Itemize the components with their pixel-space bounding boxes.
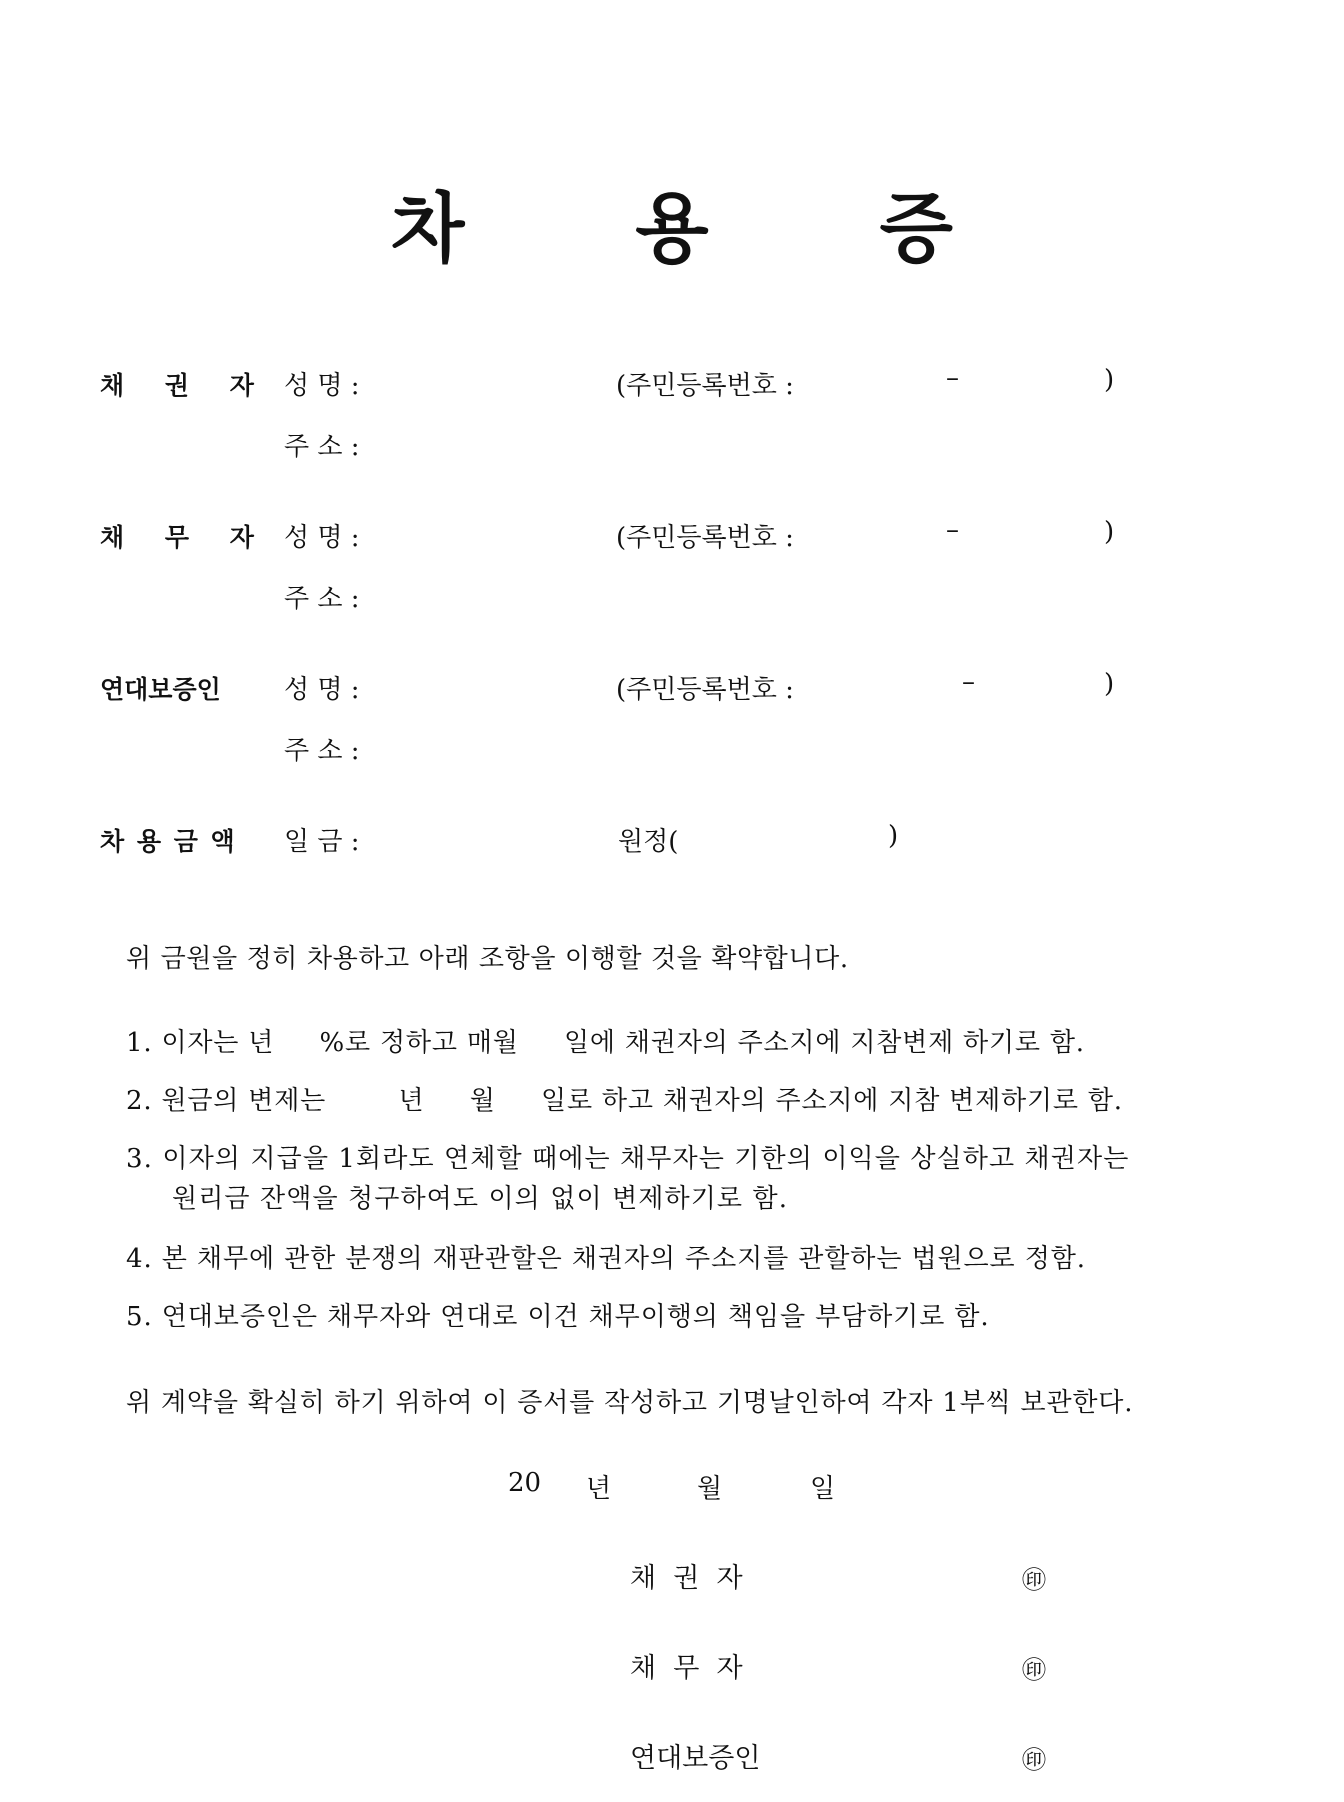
creditor-id-close: ) — [1104, 365, 1115, 395]
seal-mark-icon: ㊞ — [1022, 1746, 1046, 1774]
clause-3-line-1: 3. 이자의 지급을 1회라도 연체할 때에는 채무자는 기한의 이익을 상실하고 채권자는 — [126, 1144, 1130, 1174]
loan-amount-label: 일 금 : — [284, 827, 360, 857]
guarantor-id-label: (주민등록번호 : — [616, 675, 794, 705]
guarantor-name-label: 성 명 : — [284, 675, 360, 705]
loan-amount-close: ) — [888, 821, 899, 851]
debtor-role-label: 채 무 자 — [100, 523, 270, 552]
date-day-unit: 일 — [810, 1474, 836, 1504]
signature-guarantor-label: 연대보증인 — [630, 1743, 761, 1774]
clause-3-line-2: 원리금 잔액을 청구하여도 이의 없이 변제하기로 함. — [172, 1184, 789, 1214]
date-year-unit: 년 — [586, 1474, 612, 1504]
guarantor-address-label: 주 소 : — [284, 736, 360, 766]
creditor-role-label: 채 권 자 — [100, 371, 270, 400]
debtor-id-close: ) — [1104, 517, 1115, 547]
clause-5: 5. 연대보증인은 채무자와 연대로 이건 채무이행의 책임을 부담하기로 함. — [126, 1302, 990, 1332]
loan-amount-won-label: 원정( — [618, 827, 679, 857]
guarantor-role-label: 연대보증인 — [100, 675, 221, 704]
debtor-id-label: (주민등록번호 : — [616, 523, 794, 553]
signature-creditor-label: 채 권 자 — [630, 1563, 743, 1594]
document-title: 차 용 증 — [391, 184, 1026, 273]
signature-debtor-label: 채 무 자 — [630, 1653, 743, 1684]
creditor-name-label: 성 명 : — [284, 371, 360, 401]
guarantor-id-dash: – — [962, 667, 975, 697]
seal-mark-icon: ㊞ — [1022, 1566, 1046, 1594]
clause-1: 1. 이자는 년 %로 정하고 매월 일에 채권자의 주소지에 지참변제 하기로 함. — [126, 1028, 1085, 1058]
intro-paragraph: 위 금원을 정히 차용하고 아래 조항을 이행할 것을 확약합니다. — [126, 944, 849, 974]
date-month-unit: 월 — [697, 1474, 723, 1504]
creditor-id-label: (주민등록번호 : — [616, 371, 794, 401]
seal-mark-icon: ㊞ — [1022, 1656, 1046, 1684]
date-year: 20 — [508, 1468, 542, 1498]
guarantor-id-close: ) — [1104, 669, 1115, 699]
creditor-id-dash: – — [946, 363, 959, 393]
clause-2: 2. 원금의 변제는 년 월 일로 하고 채권자의 주소지에 지참 변제하기로 함. — [126, 1086, 1123, 1116]
closing-paragraph: 위 계약을 확실히 하기 위하여 이 증서를 작성하고 기명날인하여 각자 1부씩 보관한다. — [126, 1388, 1134, 1418]
creditor-address-label: 주 소 : — [284, 432, 360, 462]
clause-4: 4. 본 채무에 관한 분쟁의 재판관할은 채권자의 주소지를 관할하는 법원으로 정함. — [126, 1244, 1086, 1274]
debtor-address-label: 주 소 : — [284, 584, 360, 614]
debtor-name-label: 성 명 : — [284, 523, 360, 553]
loan-amount-role-label: 차 용 금 액 — [100, 827, 237, 856]
debtor-id-dash: – — [946, 515, 959, 545]
